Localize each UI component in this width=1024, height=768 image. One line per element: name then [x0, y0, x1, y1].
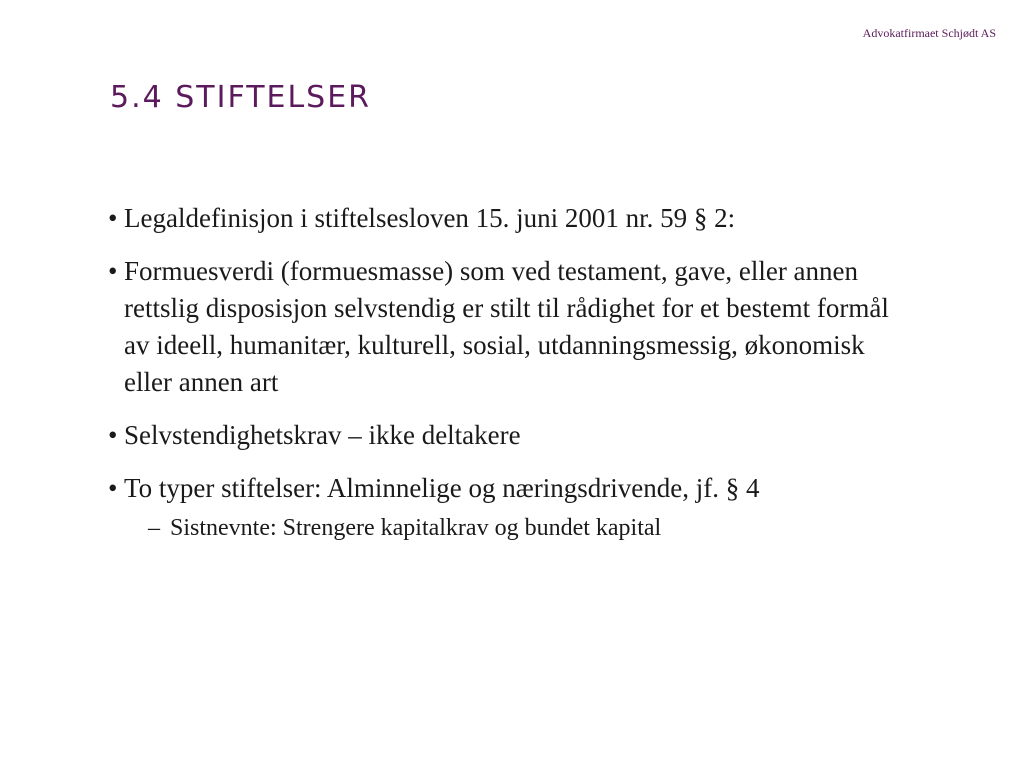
- bullet-marker: •: [108, 473, 118, 503]
- slide-title: 5.4 STIFTELSER: [110, 80, 372, 115]
- bullet-text: To typer stiftelser: Alminnelige og næringsdrivende, jf. § 4: [124, 473, 760, 503]
- firm-name: Advokatfirmaet Schjødt AS: [862, 26, 996, 40]
- bullet-list: [108, 200, 898, 559]
- bullet-text: Legaldefinisjon i stiftelsesloven 15. juni 2001 nr. 59 § 2:: [124, 203, 736, 233]
- sub-bullet-marker: –: [148, 515, 160, 541]
- bullet-marker: •: [108, 420, 118, 450]
- bullet-item: [108, 253, 898, 401]
- bullet-text: Selvstendighetskrav – ikke deltakere: [124, 420, 521, 450]
- bullet-item: [108, 200, 898, 237]
- bullet-item: [108, 417, 898, 454]
- sub-bullet-item: [148, 513, 898, 543]
- bullet-marker: •: [108, 256, 118, 286]
- bullet-item: [108, 470, 898, 543]
- bullet-marker: •: [108, 203, 118, 233]
- bullet-text: Formuesverdi (formuesmasse) som ved testament, gave, eller annen rettslig disposisjon selvstendig er stilt til rådighet for et bestemt formål av ideell, humanitær, kulturell, sosial, utdanningsmessig, økonomisk eller annen art: [124, 256, 889, 397]
- sub-bullet-text: Sistnevnte: Strengere kapitalkrav og bundet kapital: [170, 515, 662, 541]
- sub-bullet-list: [124, 513, 898, 543]
